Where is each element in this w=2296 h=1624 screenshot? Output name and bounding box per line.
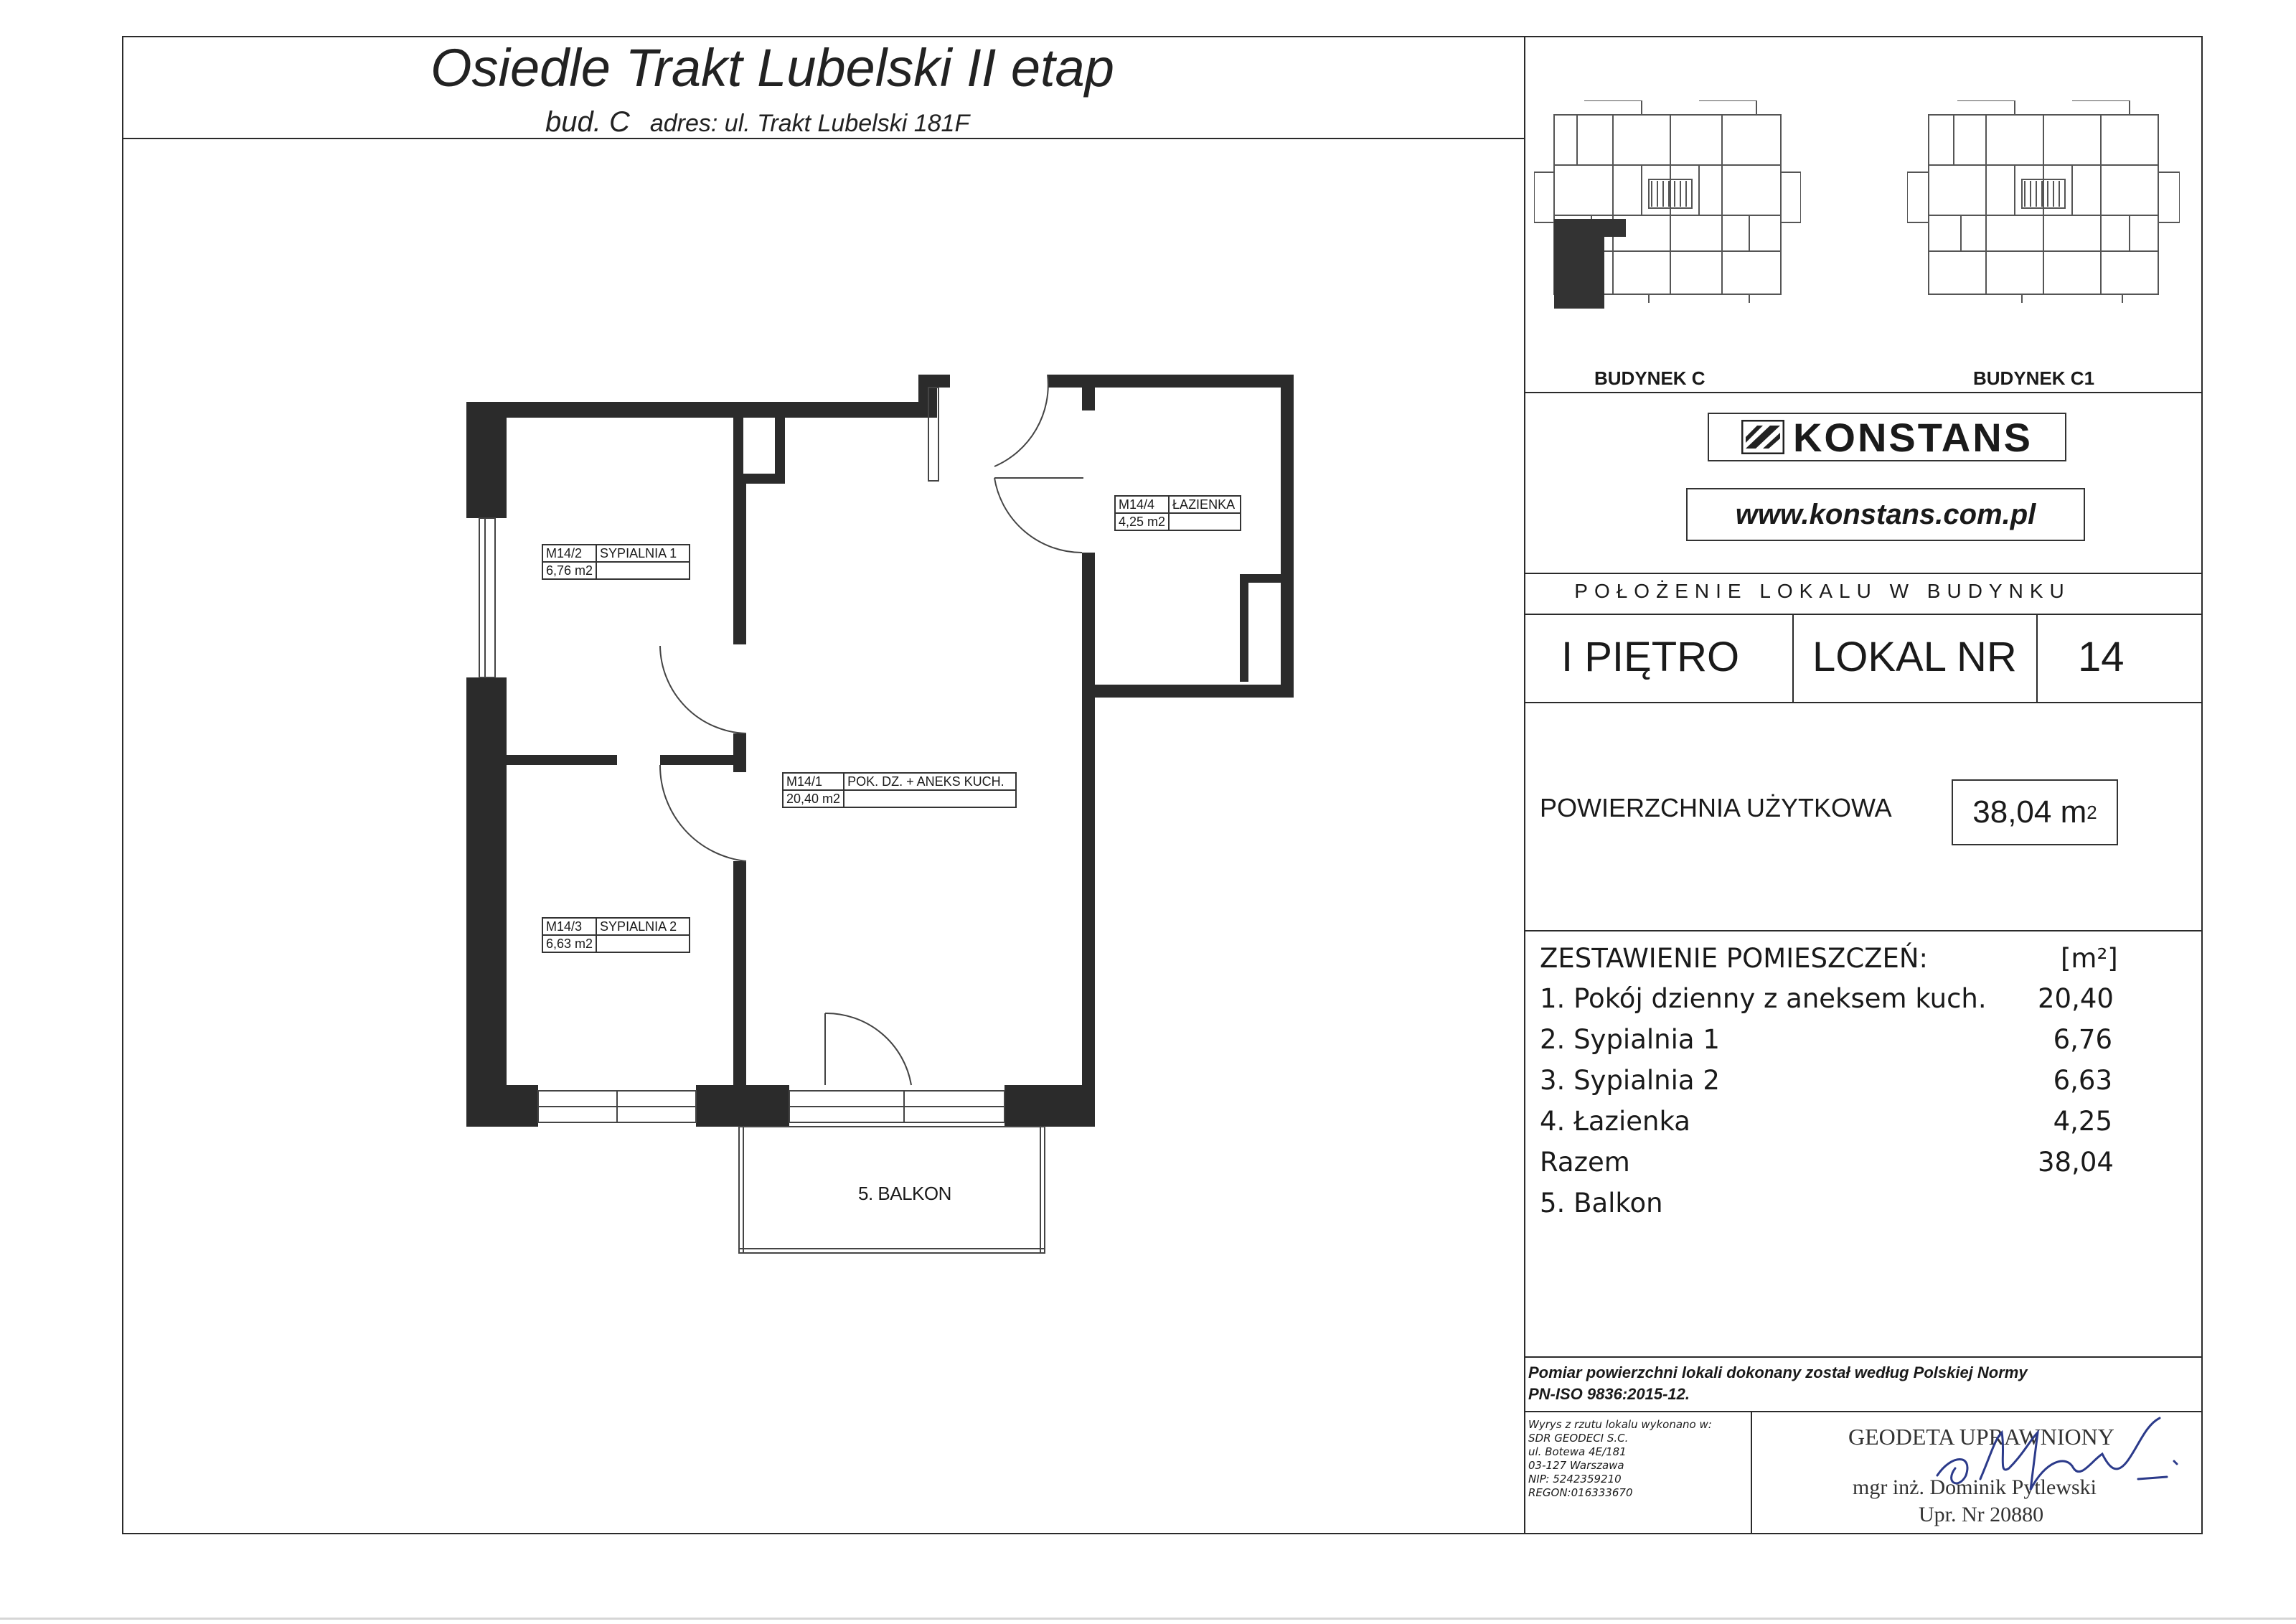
summary-item-name: 5. Balkon xyxy=(1540,1188,1663,1219)
summary-item-value: 6,76 xyxy=(2053,1024,2112,1055)
usable-area-value xyxy=(1952,779,2118,845)
summary-total-value: 38,04 xyxy=(2038,1147,2114,1178)
surveyor-line: REGON:016333670 xyxy=(1528,1486,1633,1499)
room-area: 6,76 m2 xyxy=(542,562,596,579)
usable-area-label: POWIERZCHNIA UŻYTKOWA xyxy=(1540,793,1892,822)
company-logo xyxy=(1708,413,2066,461)
usable-area-unit-sup: 2 xyxy=(2086,801,2097,823)
summary-item-value: 6,63 xyxy=(2053,1065,2112,1096)
divider-unit-cell xyxy=(2036,614,2038,702)
divider-footer xyxy=(1751,1411,1752,1534)
room-area: 4,25 m2 xyxy=(1115,513,1169,530)
building-c1-keyplan xyxy=(1907,100,2180,309)
surveyor-line: ul. Botewa 4E/181 xyxy=(1528,1445,1627,1458)
stamp-name: mgr inż. Dominik Pytlewski xyxy=(1853,1475,2097,1499)
summary-item-name: 3. Sypialnia 2 xyxy=(1540,1065,1720,1096)
room-area: 20,40 m2 xyxy=(783,790,844,807)
surveyor-line: Wyrys z rzutu lokalu wykonano w: xyxy=(1528,1418,1712,1431)
room-tag-bathroom xyxy=(1114,495,1241,531)
usable-area-number: 38,04 m xyxy=(1972,794,2087,830)
konstans-logo-icon xyxy=(1741,420,1784,454)
summary-heading: ZESTAWIENIE POMIESZCZEŃ: xyxy=(1540,943,1929,974)
room-code: M14/1 xyxy=(783,773,844,790)
room-tag-bedroom-1 xyxy=(542,544,690,580)
summary-item-name: 1. Pokój dzienny z aneksem kuch. xyxy=(1540,983,1987,1014)
unit-label: LOKAL NR xyxy=(1812,634,2017,680)
stamp-license: Upr. Nr 20880 xyxy=(1919,1503,2044,1526)
room-tag-bedroom-2 xyxy=(542,917,690,953)
room-name: POK. DZ. + ANEKS KUCH. xyxy=(844,773,1016,790)
divider-loc-head xyxy=(1524,614,2203,615)
unit-number: 14 xyxy=(2078,634,2125,680)
room-name: ŁAZIENKA xyxy=(1169,496,1241,513)
walls xyxy=(466,375,1294,1127)
room-code: M14/2 xyxy=(542,545,596,562)
summary-total-label: Razem xyxy=(1540,1147,1630,1178)
summary-item-value: 4,25 xyxy=(2053,1106,2112,1137)
norm-note-line: Pomiar powierzchni lokali dokonany został według Polskiej Normy xyxy=(1528,1363,2028,1381)
surveyor-info xyxy=(1528,1418,1712,1500)
norm-note-line: PN-ISO 9836:2015-12. xyxy=(1528,1385,1690,1403)
estate-title: Osiedle Trakt Lubelski II etap xyxy=(430,38,1114,98)
summary-unit: [m²] xyxy=(2061,943,2118,974)
room-code: M14/3 xyxy=(542,918,596,935)
location-heading: POŁOŻENIE LOKALU W BUDYNKU xyxy=(1574,580,2071,602)
divider-logo xyxy=(1524,573,2203,574)
summary-item-name: 2. Sypialnia 1 xyxy=(1540,1024,1720,1055)
summary-item-value: 20,40 xyxy=(2038,983,2114,1014)
surveyor-line: 03-127 Warszawa xyxy=(1528,1459,1624,1472)
room-tag-living-room xyxy=(782,772,1017,808)
divider-area xyxy=(1524,930,2203,931)
balcony-label: 5. BALKON xyxy=(858,1183,951,1204)
building-subtitle xyxy=(545,106,969,139)
divider-summary xyxy=(1524,1356,2203,1358)
building-c-keyplan xyxy=(1534,100,1801,309)
room-area: 6,63 m2 xyxy=(542,935,596,952)
stamp-title: GEODETA UPRAWNIONY xyxy=(1848,1424,2114,1450)
divider-floor xyxy=(1524,702,2203,703)
address-label: adres: ul. Trakt Lubelski 181F xyxy=(649,110,970,137)
room-name: SYPIALNIA 1 xyxy=(596,545,690,562)
room-code: M14/4 xyxy=(1115,496,1169,513)
floor-plan xyxy=(459,359,1306,1263)
building-c1-label: BUDYNEK C1 xyxy=(1973,367,2095,389)
room-name: SYPIALNIA 2 xyxy=(596,918,690,935)
norm-note xyxy=(1528,1362,2028,1405)
floor-value: I PIĘTRO xyxy=(1561,634,1740,680)
surveyor-line: NIP: 5242359210 xyxy=(1528,1473,1622,1485)
company-logo-text: KONSTANS xyxy=(1792,414,2033,460)
company-url: www.konstans.com.pl xyxy=(1686,488,2085,541)
summary-item-name: 4. Łazienka xyxy=(1540,1106,1690,1137)
surveyor-line: SDR GEODECI S.C. xyxy=(1528,1432,1629,1445)
building-label: bud. C xyxy=(545,106,630,138)
signature-graphic xyxy=(1923,1411,2196,1511)
info-panel-divider xyxy=(1524,36,1525,1534)
divider-buildings xyxy=(1524,392,2203,393)
building-c-label: BUDYNEK C xyxy=(1594,367,1705,389)
scan-bottom-line xyxy=(0,1618,2296,1620)
divider-floor-cell xyxy=(1792,614,1794,702)
